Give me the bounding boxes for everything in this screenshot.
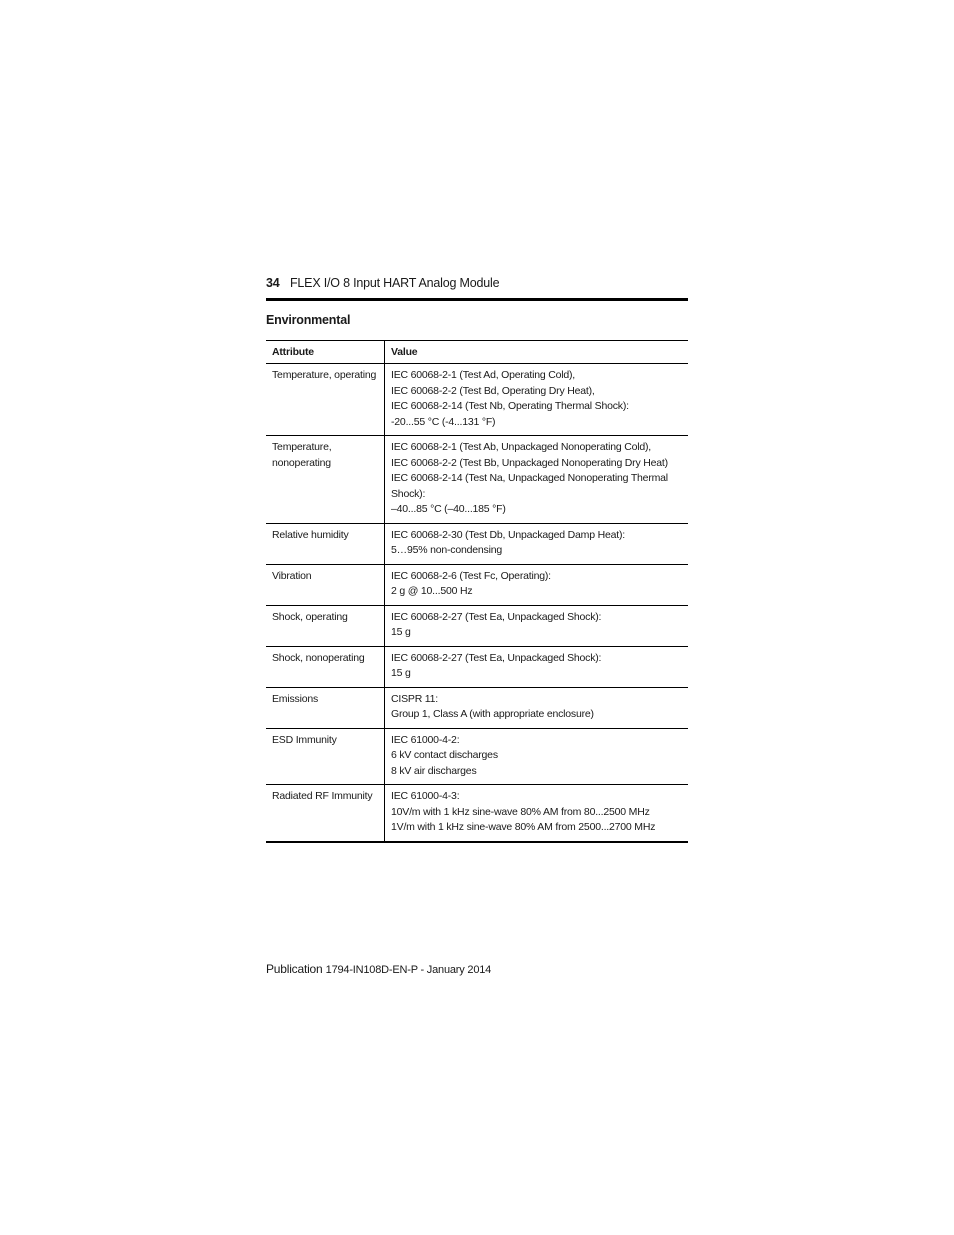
value-line: 5…95% non-condensing xyxy=(391,544,502,556)
attribute-cell: Shock, operating xyxy=(266,605,385,646)
table-header-row xyxy=(266,341,688,364)
environmental-spec-table xyxy=(266,340,688,843)
table-row xyxy=(266,523,688,564)
value-line: Group 1, Class A (with appropriate enclosure) xyxy=(391,708,594,720)
table-row xyxy=(266,785,688,842)
attribute-cell: Shock, nonoperating xyxy=(266,646,385,687)
value-line: –40...85 °C (–40...185 °F) xyxy=(391,503,506,515)
value-line: 10V/m with 1 kHz sine-wave 80% AM from 80...2500 MHz xyxy=(391,805,650,818)
attribute-cell: Relative humidity xyxy=(266,523,385,564)
value-line: IEC 61000-4-2: xyxy=(391,733,460,746)
value-line: IEC 60068-2-6 (Test Fc, Operating): xyxy=(391,569,551,582)
value-line: IEC 60068-2-2 (Test Bb, Unpackaged Nonoperating Dry Heat) xyxy=(391,456,668,469)
value-line: 8 kV air discharges xyxy=(391,764,477,777)
value-line: IEC 60068-2-1 (Test Ab, Unpackaged Nonoperating Cold), xyxy=(391,441,652,453)
value-cell xyxy=(385,728,689,785)
value-line: IEC 60068-2-27 (Test Ea, Unpackaged Shock): xyxy=(391,610,602,623)
page-number: 34 xyxy=(266,276,280,290)
value-cell xyxy=(385,605,689,646)
value-line: IEC 61000-4-3: xyxy=(391,790,460,802)
table-row xyxy=(266,728,688,785)
page-header xyxy=(266,276,688,294)
header-rule xyxy=(266,298,688,301)
column-header-value: Value xyxy=(385,341,689,364)
value-line: IEC 60068-2-2 (Test Bd, Operating Dry Heat), xyxy=(391,384,595,397)
table-row xyxy=(266,364,688,436)
value-line: 1V/m with 1 kHz sine-wave 80% AM from 2500...2700 MHz xyxy=(391,821,656,833)
attribute-cell: Radiated RF Immunity xyxy=(266,785,385,842)
value-cell xyxy=(385,523,689,564)
value-cell xyxy=(385,564,689,605)
table-body xyxy=(266,364,688,842)
table-row xyxy=(266,687,688,728)
value-line: IEC 60068-2-1 (Test Ad, Operating Cold), xyxy=(391,369,576,381)
value-line: -20...55 °C (-4...131 °F) xyxy=(391,415,496,428)
value-line: IEC 60068-2-14 (Test Nb, Operating Thermal Shock): xyxy=(391,400,629,412)
attribute-cell: ESD Immunity xyxy=(266,728,385,785)
value-line: IEC 60068-2-14 (Test Na, Unpackaged Nonoperating Thermal Shock): xyxy=(391,472,668,500)
section-title: Environmental xyxy=(266,313,351,327)
value-cell xyxy=(385,687,689,728)
document-title: FLEX I/O 8 Input HART Analog Module xyxy=(290,276,500,290)
value-cell xyxy=(385,785,689,842)
value-cell xyxy=(385,646,689,687)
value-line: 15 g xyxy=(391,626,411,638)
value-cell xyxy=(385,436,689,524)
table-row xyxy=(266,436,688,524)
value-line: 2 g @ 10...500 Hz xyxy=(391,585,473,597)
value-line: CISPR 11: xyxy=(391,692,439,705)
value-cell xyxy=(385,364,689,436)
attribute-cell: Vibration xyxy=(266,564,385,605)
table-row xyxy=(266,605,688,646)
value-line: 6 kV contact discharges xyxy=(391,749,498,761)
publication-id: 1794-IN108D-EN-P - January 2014 xyxy=(325,964,492,976)
table-row xyxy=(266,646,688,687)
footer-label: Publication xyxy=(266,962,323,976)
attribute-cell: Emissions xyxy=(266,687,385,728)
value-line: 15 g xyxy=(391,667,411,679)
attribute-cell: Temperature, operating xyxy=(266,364,385,436)
value-line: IEC 60068-2-30 (Test Db, Unpackaged Damp Heat): xyxy=(391,528,625,541)
value-line: IEC 60068-2-27 (Test Ea, Unpackaged Shock): xyxy=(391,651,602,664)
attribute-cell: Temperature, nonoperating xyxy=(266,436,385,524)
column-header-attribute: Attribute xyxy=(266,341,385,364)
page-footer xyxy=(266,962,491,976)
table-row xyxy=(266,564,688,605)
